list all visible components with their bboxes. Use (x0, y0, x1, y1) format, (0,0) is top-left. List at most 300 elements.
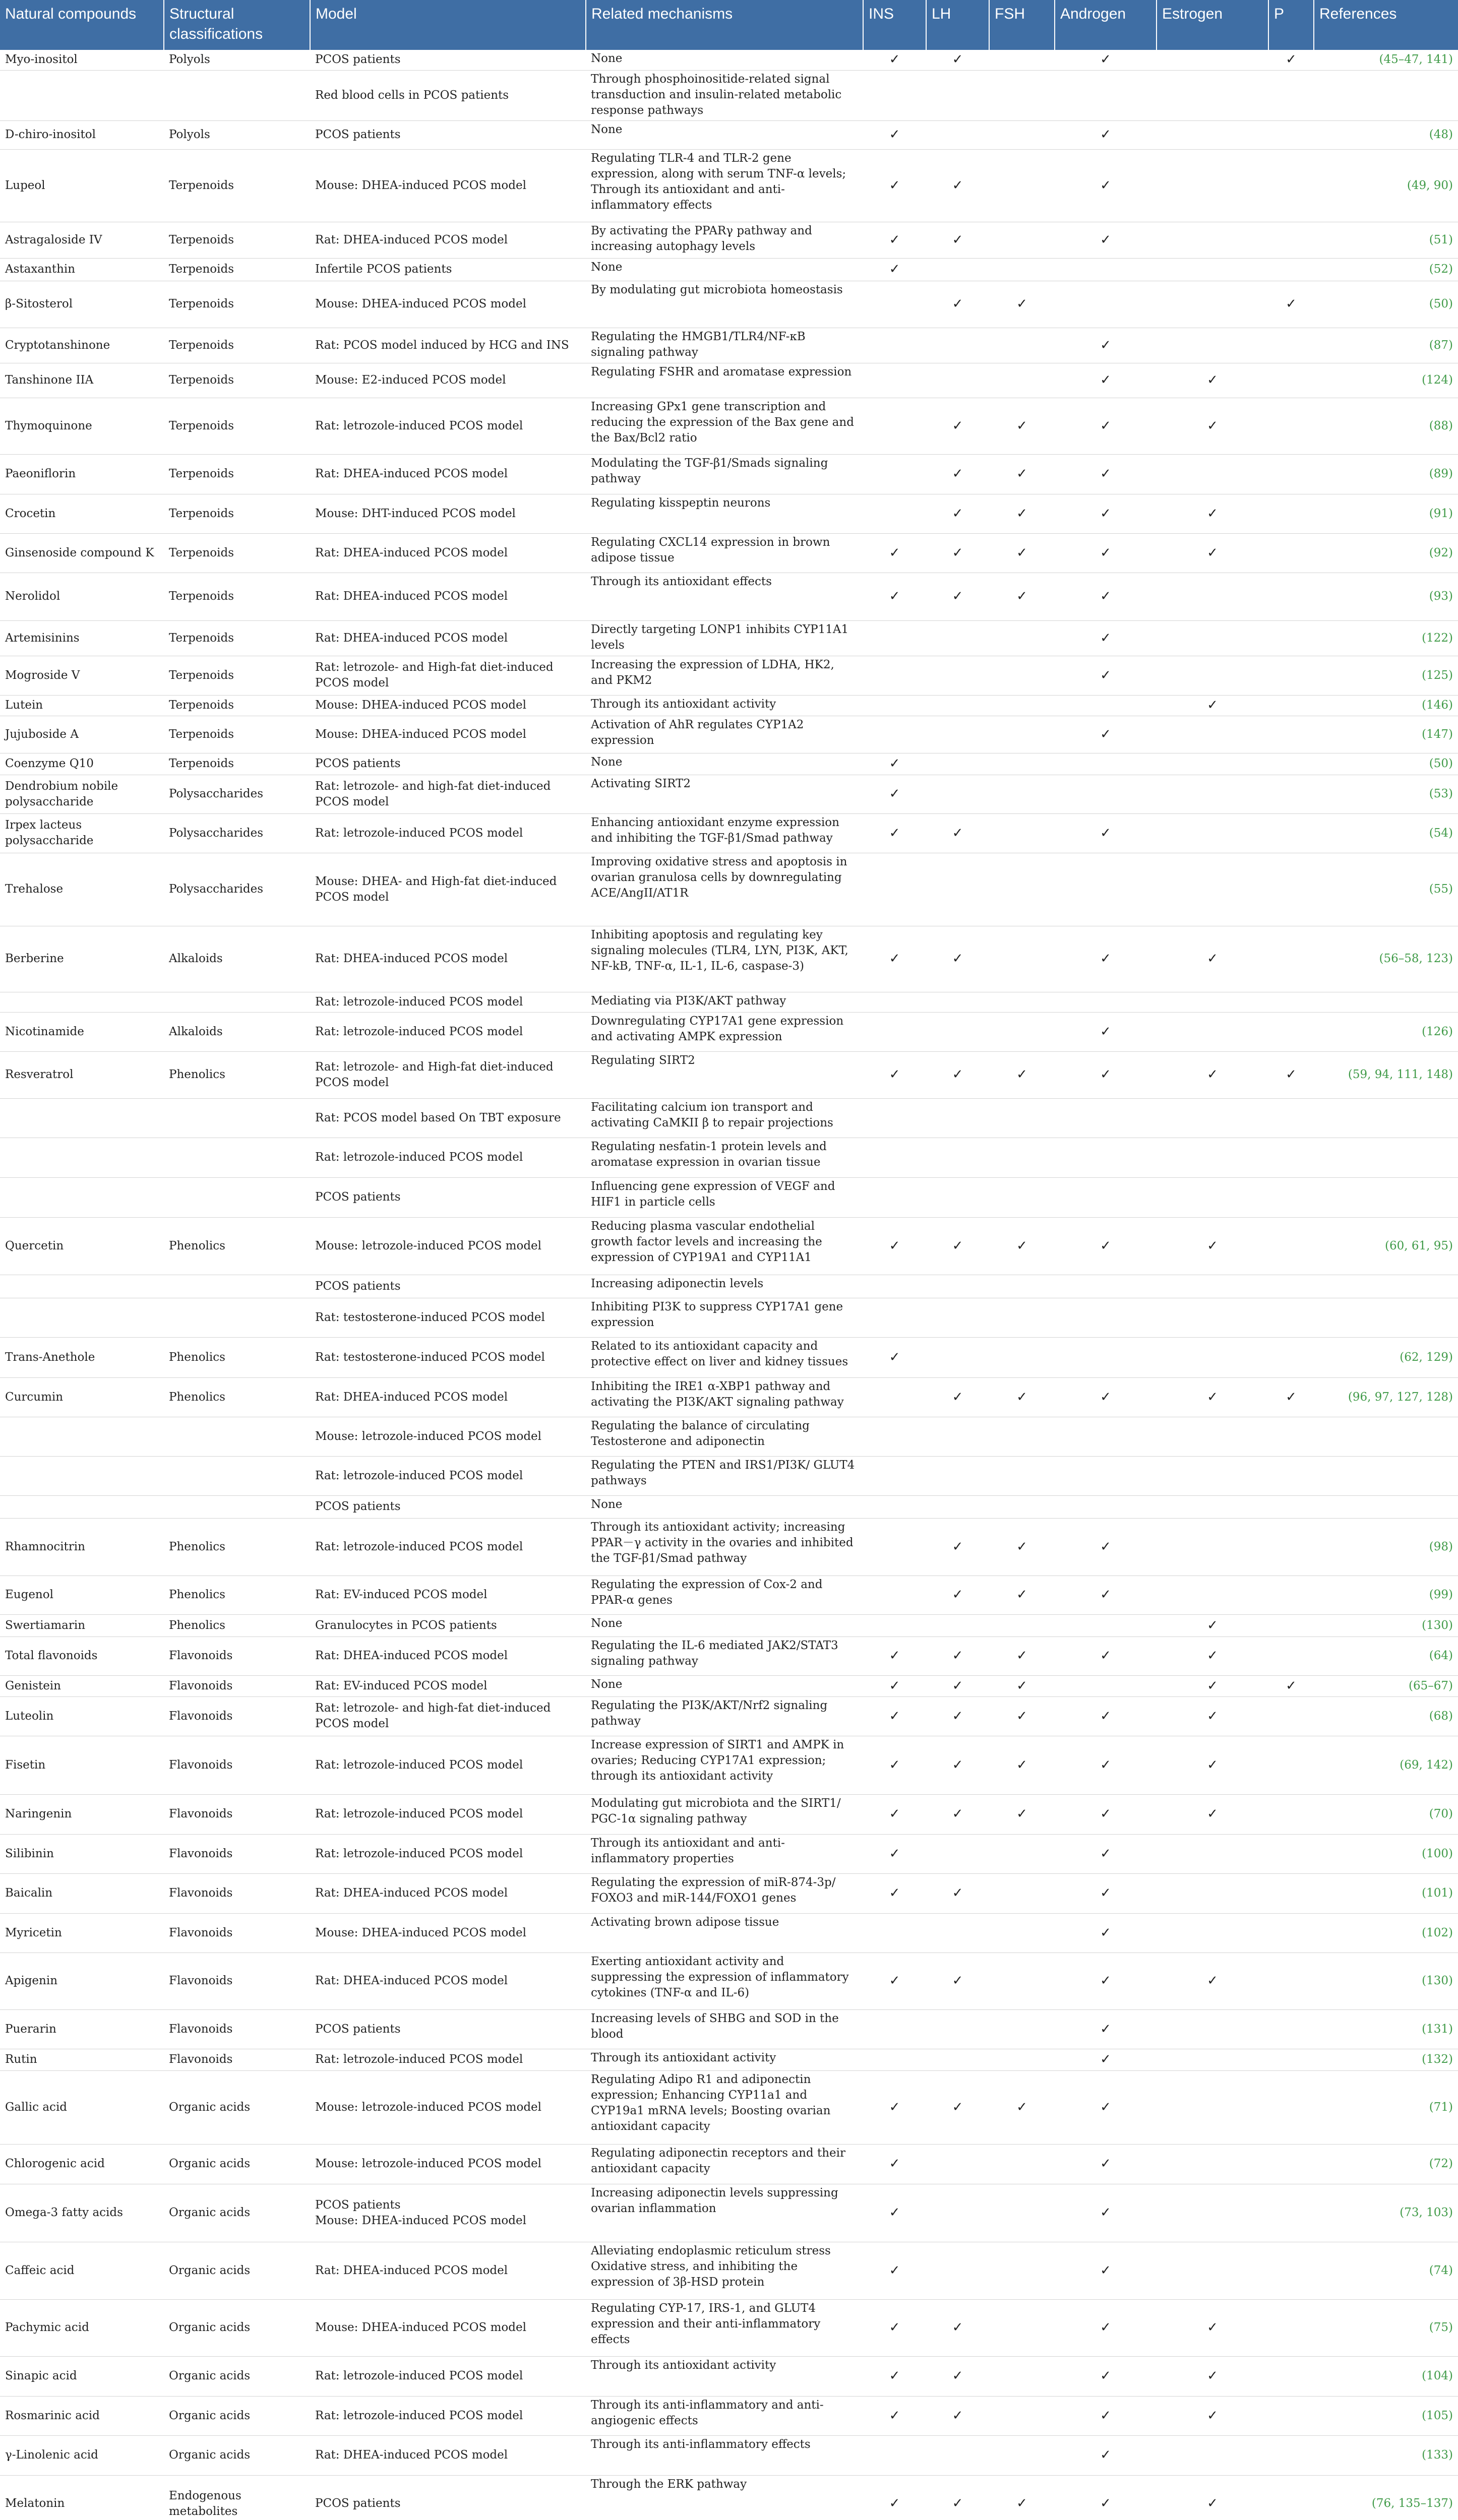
cell-p-check (1268, 2184, 1314, 2242)
cell-classification: Endogenous metabolites (164, 2475, 310, 2520)
cell-fsh-check: ✓ (989, 1377, 1055, 1417)
cell-p-check (1268, 1337, 1314, 1377)
cell-p-check (1268, 1913, 1314, 1952)
cell-estrogen-check (1157, 1834, 1268, 1873)
cell-estrogen-check (1157, 281, 1268, 328)
table-row (0, 753, 1458, 775)
cell-ins-check: ✓ (863, 533, 926, 573)
cell-androgen-check: ✓ (1055, 620, 1157, 656)
cell-references[interactable]: (89) (1314, 454, 1458, 494)
cell-androgen-check: ✓ (1055, 926, 1157, 992)
cell-compound: Irpex lacteus polysaccharide (0, 813, 164, 853)
cell-androgen-check: ✓ (1055, 2070, 1157, 2144)
cell-estrogen-check: ✓ (1157, 1636, 1268, 1675)
cell-estrogen-check (1157, 1298, 1268, 1337)
cell-references[interactable]: (92) (1314, 533, 1458, 573)
cell-mechanism: Regulating Adipo R1 and adiponectin expression; Enhancing CYP11a1 and CYP19a1 mRNA levels; Boosting ovarian antioxidant capacity (586, 2070, 863, 2144)
cell-classification: Alkaloids (164, 926, 310, 992)
cell-references[interactable]: (124) (1314, 363, 1458, 398)
cell-mechanism: Regulating the balance of circulating Testosterone and adiponectin (586, 1417, 863, 1456)
cell-fsh-check (989, 992, 1055, 1012)
cell-androgen-check: ✓ (1055, 454, 1157, 494)
cell-mechanism: Enhancing antioxidant enzyme expression and inhibiting the TGF-β1/Smad pathway (586, 813, 863, 853)
cell-classification: Terpenoids (164, 620, 310, 656)
cell-references[interactable]: (51) (1314, 222, 1458, 258)
cell-references (1314, 1417, 1458, 1456)
cell-estrogen-check (1157, 1913, 1268, 1952)
cell-compound: Nicotinamide (0, 1012, 164, 1051)
cell-references[interactable]: (122) (1314, 620, 1458, 656)
cell-p-check (1268, 656, 1314, 695)
cell-mechanism: Through its antioxidant and anti-inflammatory properties (586, 1834, 863, 1873)
cell-estrogen-check (1157, 813, 1268, 853)
cell-androgen-check (1055, 695, 1157, 716)
cell-compound (0, 1177, 164, 1217)
cell-compound: Paeoniflorin (0, 454, 164, 494)
cell-classification: Polysaccharides (164, 813, 310, 853)
cell-compound: Myricetin (0, 1913, 164, 1952)
cell-androgen-check (1055, 1675, 1157, 1696)
cell-references[interactable]: (59, 94, 111, 148) (1314, 1051, 1458, 1098)
cell-references[interactable]: (87) (1314, 328, 1458, 363)
cell-p-check (1268, 1636, 1314, 1675)
cell-references[interactable]: (130) (1314, 1614, 1458, 1636)
cell-fsh-check: ✓ (989, 1051, 1055, 1098)
cell-model: Granulocytes in PCOS patients (310, 1614, 586, 1636)
cell-ins-check: ✓ (863, 775, 926, 813)
cell-compound: Nerolidol (0, 573, 164, 620)
cell-ins-check (863, 494, 926, 533)
cell-mechanism: Modulating gut microbiota and the SIRT1/ PGC-1α signaling pathway (586, 1794, 863, 1834)
cell-compound: Tanshinone IIA (0, 363, 164, 398)
cell-androgen-check (1055, 1098, 1157, 1138)
cell-mechanism: Regulating the expression of Cox-2 and PPAR-α genes (586, 1576, 863, 1614)
cell-references[interactable]: (99) (1314, 1576, 1458, 1614)
cell-ins-check (863, 695, 926, 716)
cell-mechanism: Regulating kisspeptin neurons (586, 494, 863, 533)
cell-references[interactable]: (105) (1314, 2396, 1458, 2435)
cell-androgen-check (1055, 1298, 1157, 1337)
cell-fsh-check (989, 1614, 1055, 1636)
cell-references[interactable]: (146) (1314, 695, 1458, 716)
cell-ins-check: ✓ (863, 50, 926, 70)
cell-androgen-check (1055, 1456, 1157, 1495)
cell-mechanism: None (586, 258, 863, 281)
table-row (0, 573, 1458, 620)
cell-estrogen-check (1157, 2070, 1268, 2144)
cell-classification: Polysaccharides (164, 775, 310, 813)
cell-compound: Caffeic acid (0, 2242, 164, 2299)
cell-fsh-check: ✓ (989, 1696, 1055, 1736)
cell-androgen-check: ✓ (1055, 1873, 1157, 1913)
table-row (0, 533, 1458, 573)
cell-p-check (1268, 1275, 1314, 1298)
cell-model: Rat: letrozole-induced PCOS model (310, 398, 586, 454)
cell-estrogen-check (1157, 1275, 1268, 1298)
cell-ins-check: ✓ (863, 149, 926, 222)
cell-fsh-check (989, 716, 1055, 753)
cell-androgen-check (1055, 1138, 1157, 1177)
table-row (0, 50, 1458, 70)
cell-references[interactable]: (93) (1314, 573, 1458, 620)
cell-androgen-check (1055, 1417, 1157, 1456)
cell-classification: Phenolics (164, 1576, 310, 1614)
cell-estrogen-check: ✓ (1157, 1736, 1268, 1794)
cell-androgen-check: ✓ (1055, 533, 1157, 573)
cell-compound: Silibinin (0, 1834, 164, 1873)
header-structural-classifications: Structural classifications (164, 0, 310, 50)
cell-references (1314, 1177, 1458, 1217)
cell-ins-check (863, 992, 926, 1012)
cell-classification: Phenolics (164, 1377, 310, 1417)
cell-estrogen-check (1157, 853, 1268, 926)
header-fsh: FSH (989, 0, 1055, 50)
cell-lh-check (926, 2144, 989, 2184)
cell-model: Rat: letrozole-induced PCOS model (310, 1138, 586, 1177)
cell-p-check (1268, 494, 1314, 533)
cell-classification: Organic acids (164, 2356, 310, 2396)
cell-compound: Apigenin (0, 1952, 164, 2009)
cell-mechanism: Regulating the PI3K/AKT/Nrf2 signaling pathway (586, 1696, 863, 1736)
cell-ins-check (863, 363, 926, 398)
cell-mechanism: Facilitating calcium ion transport and activating CaMKII β to repair projections (586, 1098, 863, 1138)
cell-fsh-check (989, 853, 1055, 926)
table-row (0, 695, 1458, 716)
cell-estrogen-check: ✓ (1157, 1696, 1268, 1736)
header-references: References (1314, 0, 1458, 50)
cell-model: Mouse: letrozole-induced PCOS model (310, 1217, 586, 1275)
cell-ins-check: ✓ (863, 1952, 926, 2009)
cell-model: Rat: testosterone-induced PCOS model (310, 1337, 586, 1377)
cell-androgen-check: ✓ (1055, 813, 1157, 853)
cell-lh-check (926, 1298, 989, 1337)
cell-model: Rat: EV-induced PCOS model (310, 1675, 586, 1696)
cell-references[interactable]: (71) (1314, 2070, 1458, 2144)
cell-androgen-check (1055, 1337, 1157, 1377)
cell-mechanism: Through the ERK pathway (586, 2475, 863, 2520)
cell-ins-check (863, 853, 926, 926)
cell-lh-check: ✓ (926, 2299, 989, 2356)
cell-mechanism: Regulating the IL-6 mediated JAK2/STAT3 signaling pathway (586, 1636, 863, 1675)
cell-references[interactable]: (101) (1314, 1873, 1458, 1913)
table-row (0, 120, 1458, 149)
table-row (0, 1098, 1458, 1138)
cell-ins-check (863, 1012, 926, 1051)
table-row (0, 1298, 1458, 1337)
cell-references[interactable]: (60, 61, 95) (1314, 1217, 1458, 1275)
cell-classification (164, 1275, 310, 1298)
cell-mechanism: Modulating the TGF-β1/Smads signaling pathway (586, 454, 863, 494)
cell-references[interactable]: (68) (1314, 1696, 1458, 1736)
cell-androgen-check: ✓ (1055, 573, 1157, 620)
cell-references[interactable]: (104) (1314, 2356, 1458, 2396)
cell-ins-check (863, 2435, 926, 2475)
cell-lh-check (926, 120, 989, 149)
table-row (0, 70, 1458, 120)
cell-references[interactable]: (62, 129) (1314, 1337, 1458, 1377)
cell-ins-check: ✓ (863, 1675, 926, 1696)
cell-references[interactable]: (131) (1314, 2009, 1458, 2049)
cell-mechanism: Increasing the expression of LDHA, HK2, and PKM2 (586, 656, 863, 695)
cell-ins-check (863, 716, 926, 753)
cell-mechanism: Increasing adiponectin levels suppressing ovarian inflammation (586, 2184, 863, 2242)
table-row (0, 1834, 1458, 1873)
cell-references[interactable]: (45–47, 141) (1314, 50, 1458, 70)
cell-model: Rat: DHEA-induced PCOS model (310, 222, 586, 258)
cell-mechanism: None (586, 120, 863, 149)
cell-p-check (1268, 1138, 1314, 1177)
cell-p-check (1268, 328, 1314, 363)
table-row (0, 1636, 1458, 1675)
cell-references[interactable]: (52) (1314, 258, 1458, 281)
header-model: Model (310, 0, 586, 50)
cell-references[interactable]: (64) (1314, 1636, 1458, 1675)
cell-fsh-check (989, 363, 1055, 398)
cell-androgen-check: ✓ (1055, 2475, 1157, 2520)
cell-androgen-check: ✓ (1055, 716, 1157, 753)
cell-lh-check (926, 70, 989, 120)
cell-references[interactable]: (49, 90) (1314, 149, 1458, 222)
cell-ins-check: ✓ (863, 1217, 926, 1275)
cell-classification: Flavonoids (164, 1794, 310, 1834)
cell-references[interactable]: (76, 135–137) (1314, 2475, 1458, 2520)
cell-androgen-check: ✓ (1055, 2009, 1157, 2049)
cell-ins-check (863, 2049, 926, 2070)
cell-compound: Cryptotanshinone (0, 328, 164, 363)
cell-estrogen-check: ✓ (1157, 1675, 1268, 1696)
cell-p-check (1268, 2144, 1314, 2184)
cell-references[interactable]: (48) (1314, 120, 1458, 149)
table-row (0, 363, 1458, 398)
cell-androgen-check: ✓ (1055, 120, 1157, 149)
cell-references[interactable]: (130) (1314, 1952, 1458, 2009)
cell-ins-check: ✓ (863, 2242, 926, 2299)
cell-p-check (1268, 1952, 1314, 2009)
cell-references[interactable]: (54) (1314, 813, 1458, 853)
cell-androgen-check: ✓ (1055, 2435, 1157, 2475)
cell-androgen-check: ✓ (1055, 1576, 1157, 1614)
cell-ins-check: ✓ (863, 753, 926, 775)
cell-references[interactable]: (102) (1314, 1913, 1458, 1952)
cell-fsh-check (989, 2009, 1055, 2049)
cell-estrogen-check (1157, 454, 1268, 494)
table-row (0, 2435, 1458, 2475)
cell-references[interactable]: (147) (1314, 716, 1458, 753)
cell-compound: Eugenol (0, 1576, 164, 1614)
cell-estrogen-check (1157, 222, 1268, 258)
cell-estrogen-check (1157, 573, 1268, 620)
cell-compound: Berberine (0, 926, 164, 992)
cell-lh-check (926, 695, 989, 716)
table-row (0, 2242, 1458, 2299)
cell-compound: Resveratrol (0, 1051, 164, 1098)
cell-estrogen-check: ✓ (1157, 926, 1268, 992)
cell-references[interactable]: (69, 142) (1314, 1736, 1458, 1794)
cell-model: PCOS patients (310, 1177, 586, 1217)
table-row (0, 2049, 1458, 2070)
cell-references[interactable]: (133) (1314, 2435, 1458, 2475)
cell-lh-check (926, 620, 989, 656)
cell-estrogen-check (1157, 2009, 1268, 2049)
cell-fsh-check (989, 620, 1055, 656)
cell-classification: Terpenoids (164, 328, 310, 363)
cell-classification: Terpenoids (164, 363, 310, 398)
cell-estrogen-check: ✓ (1157, 533, 1268, 573)
cell-compound: D-chiro-inositol (0, 120, 164, 149)
cell-references[interactable]: (132) (1314, 2049, 1458, 2070)
cell-references[interactable]: (73, 103) (1314, 2184, 1458, 2242)
cell-estrogen-check: ✓ (1157, 1051, 1268, 1098)
cell-compound: Sinapic acid (0, 2356, 164, 2396)
cell-mechanism: Through its antioxidant activity (586, 695, 863, 716)
cell-classification: Flavonoids (164, 1696, 310, 1736)
cell-fsh-check (989, 1417, 1055, 1456)
table-row (0, 1794, 1458, 1834)
cell-mechanism: None (586, 1675, 863, 1696)
cell-estrogen-check: ✓ (1157, 1217, 1268, 1275)
cell-p-check (1268, 120, 1314, 149)
cell-p-check (1268, 2009, 1314, 2049)
cell-references[interactable]: (50) (1314, 753, 1458, 775)
cell-estrogen-check: ✓ (1157, 494, 1268, 533)
cell-p-check (1268, 1217, 1314, 1275)
cell-ins-check: ✓ (863, 1696, 926, 1736)
cell-mechanism: Regulating FSHR and aromatase expression (586, 363, 863, 398)
cell-estrogen-check: ✓ (1157, 2396, 1268, 2435)
cell-references[interactable]: (125) (1314, 656, 1458, 695)
cell-androgen-check (1055, 70, 1157, 120)
cell-classification: Polysaccharides (164, 853, 310, 926)
cell-androgen-check: ✓ (1055, 2356, 1157, 2396)
cell-ins-check: ✓ (863, 1736, 926, 1794)
cell-lh-check (926, 1012, 989, 1051)
cell-references[interactable]: (88) (1314, 398, 1458, 454)
cell-compound: Trans-Anethole (0, 1337, 164, 1377)
cell-p-check: ✓ (1268, 281, 1314, 328)
cell-references[interactable]: (96, 97, 127, 128) (1314, 1377, 1458, 1417)
cell-estrogen-check (1157, 1495, 1268, 1518)
cell-model: Rat: DHEA-induced PCOS model (310, 454, 586, 494)
cell-p-check (1268, 2356, 1314, 2396)
cell-p-check (1268, 775, 1314, 813)
cell-compound: Chlorogenic acid (0, 2144, 164, 2184)
cell-references[interactable]: (65–67) (1314, 1675, 1458, 1696)
cell-androgen-check (1055, 281, 1157, 328)
cell-classification: Terpenoids (164, 258, 310, 281)
cell-estrogen-check (1157, 2144, 1268, 2184)
cell-lh-check (926, 656, 989, 695)
cell-model: PCOS patients (310, 120, 586, 149)
header-natural-compounds: Natural compounds (5, 6, 137, 22)
cell-mechanism: Inhibiting apoptosis and regulating key signaling molecules (TLR4, LYN, PI3K, AKT, NF-kB, TNF-α, IL-1, IL-6, caspase-3) (586, 926, 863, 992)
cell-mechanism: None (586, 1614, 863, 1636)
cell-estrogen-check (1157, 2184, 1268, 2242)
cell-mechanism: Activation of AhR regulates CYP1A2 expression (586, 716, 863, 753)
cell-lh-check (926, 853, 989, 926)
cell-references[interactable]: (53) (1314, 775, 1458, 813)
cell-compound (0, 70, 164, 120)
cell-fsh-check (989, 656, 1055, 695)
cell-ins-check (863, 620, 926, 656)
cell-fsh-check: ✓ (989, 2475, 1055, 2520)
cell-references[interactable]: (91) (1314, 494, 1458, 533)
cell-mechanism: Increasing GPx1 gene transcription and reducing the expression of the Bax gene and the Bax/Bcl2 ratio (586, 398, 863, 454)
header-ins: INS (863, 0, 926, 50)
cell-fsh-check (989, 120, 1055, 149)
cell-mechanism: Improving oxidative stress and apoptosis in ovarian granulosa cells by downregulating ACE/AngII/AT1R (586, 853, 863, 926)
cell-references[interactable]: (70) (1314, 1794, 1458, 1834)
cell-references[interactable]: (126) (1314, 1012, 1458, 1051)
cell-androgen-check: ✓ (1055, 2184, 1157, 2242)
cell-p-check (1268, 222, 1314, 258)
cell-compound: Mogroside V (0, 656, 164, 695)
cell-references (1314, 1298, 1458, 1337)
cell-references[interactable]: (98) (1314, 1518, 1458, 1576)
cell-p-check: ✓ (1268, 1051, 1314, 1098)
cell-model: Mouse: E2-induced PCOS model (310, 363, 586, 398)
cell-ins-check (863, 1098, 926, 1138)
cell-lh-check: ✓ (926, 1873, 989, 1913)
cell-references (1314, 1138, 1458, 1177)
cell-fsh-check (989, 2242, 1055, 2299)
cell-references[interactable]: (56–58, 123) (1314, 926, 1458, 992)
cell-androgen-check: ✓ (1055, 328, 1157, 363)
cell-mechanism: By activating the PPARγ pathway and increasing autophagy levels (586, 222, 863, 258)
cell-compound (0, 1456, 164, 1495)
cell-references[interactable]: (50) (1314, 281, 1458, 328)
cell-references[interactable]: (72) (1314, 2144, 1458, 2184)
cell-classification: Terpenoids (164, 398, 310, 454)
cell-classification: Terpenoids (164, 656, 310, 695)
cell-fsh-check (989, 328, 1055, 363)
table-row (0, 853, 1458, 926)
cell-fsh-check: ✓ (989, 1217, 1055, 1275)
cell-model: Rat: DHEA-induced PCOS model (310, 2435, 586, 2475)
cell-references (1314, 1495, 1458, 1518)
cell-ins-check: ✓ (863, 1834, 926, 1873)
cell-compound: Artemisinins (0, 620, 164, 656)
cell-fsh-check (989, 1337, 1055, 1377)
cell-p-check (1268, 149, 1314, 222)
cell-ins-check: ✓ (863, 2396, 926, 2435)
cell-ins-check: ✓ (863, 2356, 926, 2396)
cell-estrogen-check (1157, 1417, 1268, 1456)
cell-ins-check: ✓ (863, 2144, 926, 2184)
cell-lh-check (926, 258, 989, 281)
cell-classification (164, 1298, 310, 1337)
cell-model: Rat: letrozole-induced PCOS model (310, 2356, 586, 2396)
cell-model: Mouse: letrozole-induced PCOS model (310, 2144, 586, 2184)
cell-ins-check (863, 454, 926, 494)
cell-mechanism: Regulating CYP-17, IRS-1, and GLUT4 expression and their anti-inflammatory effects (586, 2299, 863, 2356)
cell-lh-check: ✓ (926, 2475, 989, 2520)
cell-fsh-check (989, 2356, 1055, 2396)
cell-references[interactable]: (74) (1314, 2242, 1458, 2299)
cell-mechanism: Reducing plasma vascular endothelial growth factor levels and increasing the expression of CYP19A1 and CYP11A1 (586, 1217, 863, 1275)
table-row (0, 2144, 1458, 2184)
cell-model: Rat: letrozole-induced PCOS model (310, 1012, 586, 1051)
cell-androgen-check: ✓ (1055, 1952, 1157, 2009)
cell-references[interactable]: (100) (1314, 1834, 1458, 1873)
cell-androgen-check: ✓ (1055, 2144, 1157, 2184)
cell-p-check (1268, 1518, 1314, 1576)
cell-p-check: ✓ (1268, 50, 1314, 70)
cell-p-check (1268, 992, 1314, 1012)
cell-ins-check (863, 1377, 926, 1417)
cell-references[interactable]: (75) (1314, 2299, 1458, 2356)
cell-references[interactable]: (55) (1314, 853, 1458, 926)
cell-estrogen-check: ✓ (1157, 2356, 1268, 2396)
